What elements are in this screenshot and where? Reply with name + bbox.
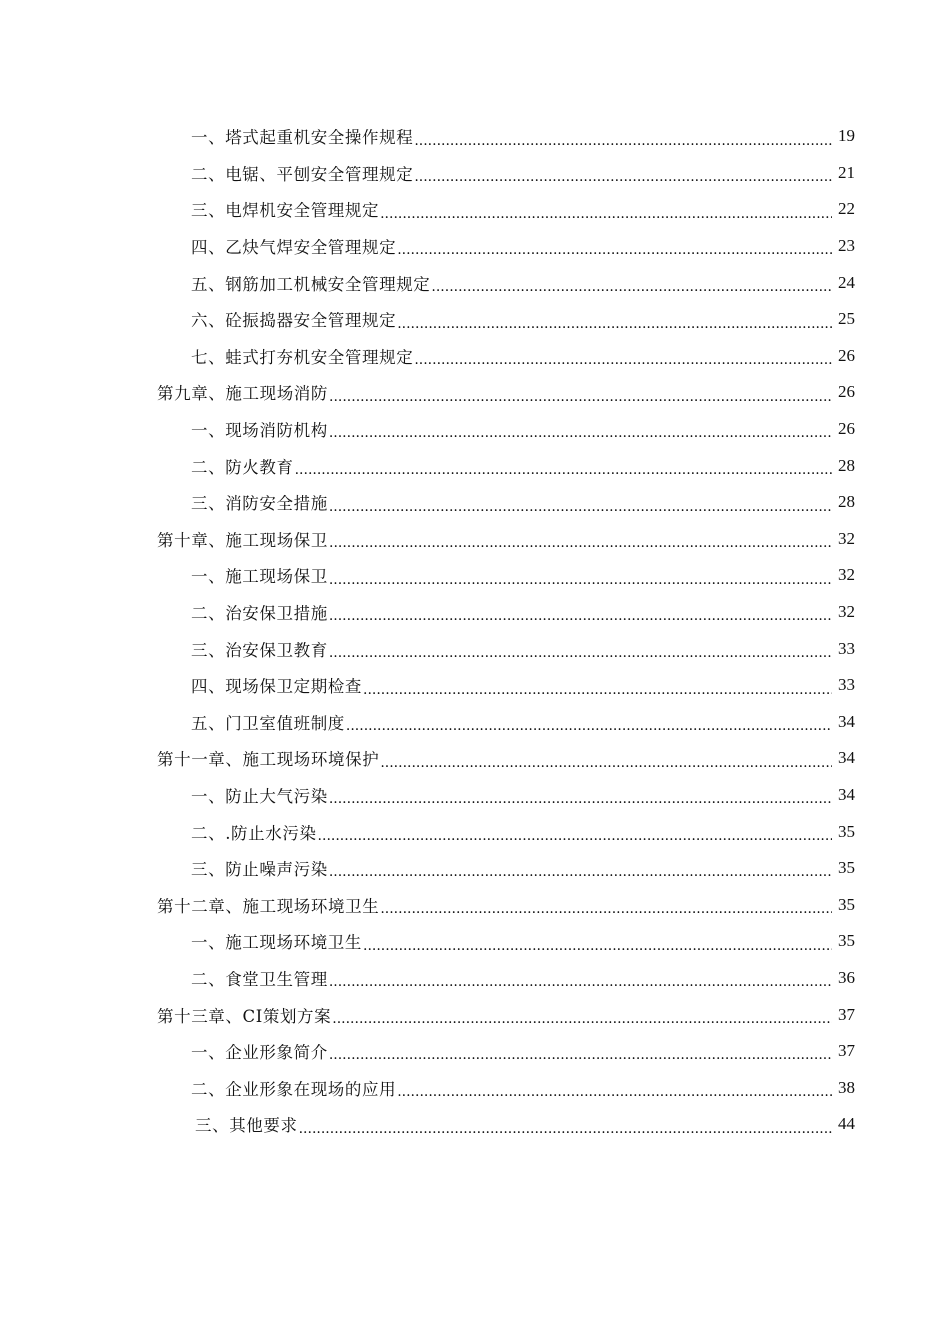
toc-entry[interactable] <box>0 228 950 265</box>
table-of-contents <box>0 118 950 1143</box>
toc-entry-page: 22 <box>838 199 855 219</box>
toc-entry-title: 三、消防安全措施 <box>191 494 328 514</box>
toc-dot-leader <box>318 829 832 850</box>
toc-entry-page: 34 <box>838 711 855 731</box>
toc-entry-page: 35 <box>838 931 855 951</box>
toc-entry-page: 28 <box>838 455 855 475</box>
toc-entry-title: 二、电锯、平刨安全管理规定 <box>191 164 414 184</box>
toc-entry-page: 44 <box>838 1114 855 1134</box>
toc-dot-leader <box>431 280 832 301</box>
toc-entry[interactable] <box>0 447 950 484</box>
toc-dot-leader <box>295 463 832 484</box>
toc-entry-page: 25 <box>838 309 855 329</box>
toc-dot-leader <box>329 426 832 447</box>
toc-dot-leader <box>329 390 832 411</box>
toc-entry-title: 六、砼振捣器安全管理规定 <box>191 311 397 331</box>
toc-entry-page: 35 <box>838 821 855 841</box>
toc-entry-title: 二、企业形象在现场的应用 <box>191 1079 397 1099</box>
toc-chapter-entry[interactable] <box>0 740 950 777</box>
toc-chapter-entry[interactable] <box>0 374 950 411</box>
toc-dot-leader <box>299 1122 832 1143</box>
toc-entry[interactable] <box>0 1069 950 1106</box>
toc-entry[interactable] <box>0 923 950 960</box>
toc-entry-title: 五、钢筋加工机械安全管理规定 <box>191 274 431 294</box>
toc-entry[interactable] <box>0 557 950 594</box>
toc-entry-title: 二、.防止水污染 <box>191 823 317 843</box>
toc-entry[interactable] <box>0 594 950 631</box>
toc-entry-title: 五、门卫室值班制度 <box>191 713 345 733</box>
toc-entry-title: 二、治安保卫措施 <box>191 604 328 624</box>
toc-dot-leader <box>329 792 832 813</box>
toc-entry[interactable] <box>0 191 950 228</box>
toc-dot-leader <box>329 1048 832 1069</box>
toc-dot-leader <box>380 756 832 777</box>
toc-entry-title: 三、其他要求 <box>195 1116 298 1136</box>
toc-chapter-entry[interactable] <box>0 996 950 1033</box>
toc-entry-page: 24 <box>838 272 855 292</box>
toc-entry[interactable] <box>0 338 950 375</box>
toc-entry[interactable] <box>0 667 950 704</box>
toc-entry-title: 一、企业形象简介 <box>191 1043 328 1063</box>
toc-entry-title: 第十章、施工现场保卫 <box>157 530 328 550</box>
toc-entry[interactable] <box>0 118 950 155</box>
toc-dot-leader <box>346 719 832 740</box>
toc-entry-title: 第十三章、CI策划方案 <box>157 1006 332 1026</box>
toc-entry[interactable] <box>0 484 950 521</box>
toc-chapter-entry[interactable] <box>0 521 950 558</box>
toc-entry-page: 37 <box>838 1041 855 1061</box>
toc-entry-page: 35 <box>838 894 855 914</box>
toc-chapter-entry[interactable] <box>0 886 950 923</box>
toc-dot-leader <box>329 609 832 630</box>
toc-dot-leader <box>329 500 832 521</box>
toc-entry-page: 37 <box>838 1004 855 1024</box>
toc-dot-leader <box>380 902 832 923</box>
toc-entry[interactable] <box>0 704 950 741</box>
toc-entry-page: 38 <box>838 1077 855 1097</box>
toc-dot-leader <box>414 170 832 191</box>
toc-entry-page: 33 <box>838 638 855 658</box>
toc-entry-page: 23 <box>838 236 855 256</box>
toc-dot-leader <box>397 243 832 264</box>
toc-dot-leader <box>363 939 832 960</box>
toc-entry-title: 一、塔式起重机安全操作规程 <box>191 128 414 148</box>
toc-entry-page: 34 <box>838 784 855 804</box>
toc-entry-page: 36 <box>838 967 855 987</box>
toc-dot-leader <box>414 134 832 155</box>
toc-entry-page: 32 <box>838 602 855 622</box>
toc-entry-page: 35 <box>838 858 855 878</box>
toc-entry-title: 三、防止噪声污染 <box>191 860 328 880</box>
toc-dot-leader <box>329 536 832 557</box>
toc-entry[interactable] <box>0 813 950 850</box>
toc-entry-title: 一、施工现场保卫 <box>191 567 328 587</box>
toc-dot-leader <box>332 1012 832 1033</box>
toc-dot-leader <box>380 207 832 228</box>
toc-entry[interactable] <box>0 960 950 997</box>
toc-entry-page: 26 <box>838 419 855 439</box>
toc-entry[interactable] <box>0 850 950 887</box>
toc-entry-title: 二、防火教育 <box>191 457 294 477</box>
toc-entry-page: 26 <box>838 345 855 365</box>
toc-entry-page: 26 <box>838 382 855 402</box>
toc-dot-leader <box>329 975 832 996</box>
toc-entry-title: 二、食堂卫生管理 <box>191 969 328 989</box>
toc-entry-title: 三、治安保卫教育 <box>191 640 328 660</box>
toc-entry-title: 第十二章、施工现场环境卫生 <box>157 896 380 916</box>
toc-entry-page: 32 <box>838 528 855 548</box>
toc-entry-title: 一、现场消防机构 <box>191 421 328 441</box>
toc-entry-title: 四、现场保卫定期检查 <box>191 677 362 697</box>
toc-dot-leader <box>363 683 832 704</box>
toc-entry-title: 一、施工现场环境卫生 <box>191 933 362 953</box>
toc-entry-title: 一、防止大气污染 <box>191 786 328 806</box>
toc-entry-title: 三、电焊机安全管理规定 <box>191 201 380 221</box>
toc-entry-page: 34 <box>838 748 855 768</box>
toc-entry[interactable] <box>0 301 950 338</box>
toc-entry-page: 28 <box>838 492 855 512</box>
toc-entry-page: 32 <box>838 565 855 585</box>
toc-entry-title: 四、乙炔气焊安全管理规定 <box>191 238 397 258</box>
toc-entry[interactable] <box>0 411 950 448</box>
toc-entry-title: 第九章、施工现场消防 <box>157 384 328 404</box>
toc-entry[interactable] <box>0 264 950 301</box>
toc-entry-page: 33 <box>838 675 855 695</box>
toc-entry-page: 21 <box>838 162 855 182</box>
toc-dot-leader <box>329 646 832 667</box>
toc-entry[interactable] <box>0 1033 950 1070</box>
toc-dot-leader <box>329 573 832 594</box>
toc-entry-page: 19 <box>838 126 855 146</box>
toc-dot-leader <box>397 317 832 338</box>
toc-entry-title: 七、蛙式打夯机安全管理规定 <box>191 347 414 367</box>
toc-dot-leader <box>397 1085 832 1106</box>
toc-entry-title: 第十一章、施工现场环境保护 <box>157 750 380 770</box>
toc-dot-leader <box>414 353 832 374</box>
toc-dot-leader <box>329 865 832 886</box>
toc-entry[interactable] <box>0 630 950 667</box>
toc-entry[interactable] <box>0 777 950 814</box>
toc-entry[interactable] <box>0 1106 950 1143</box>
toc-entry[interactable] <box>0 155 950 192</box>
